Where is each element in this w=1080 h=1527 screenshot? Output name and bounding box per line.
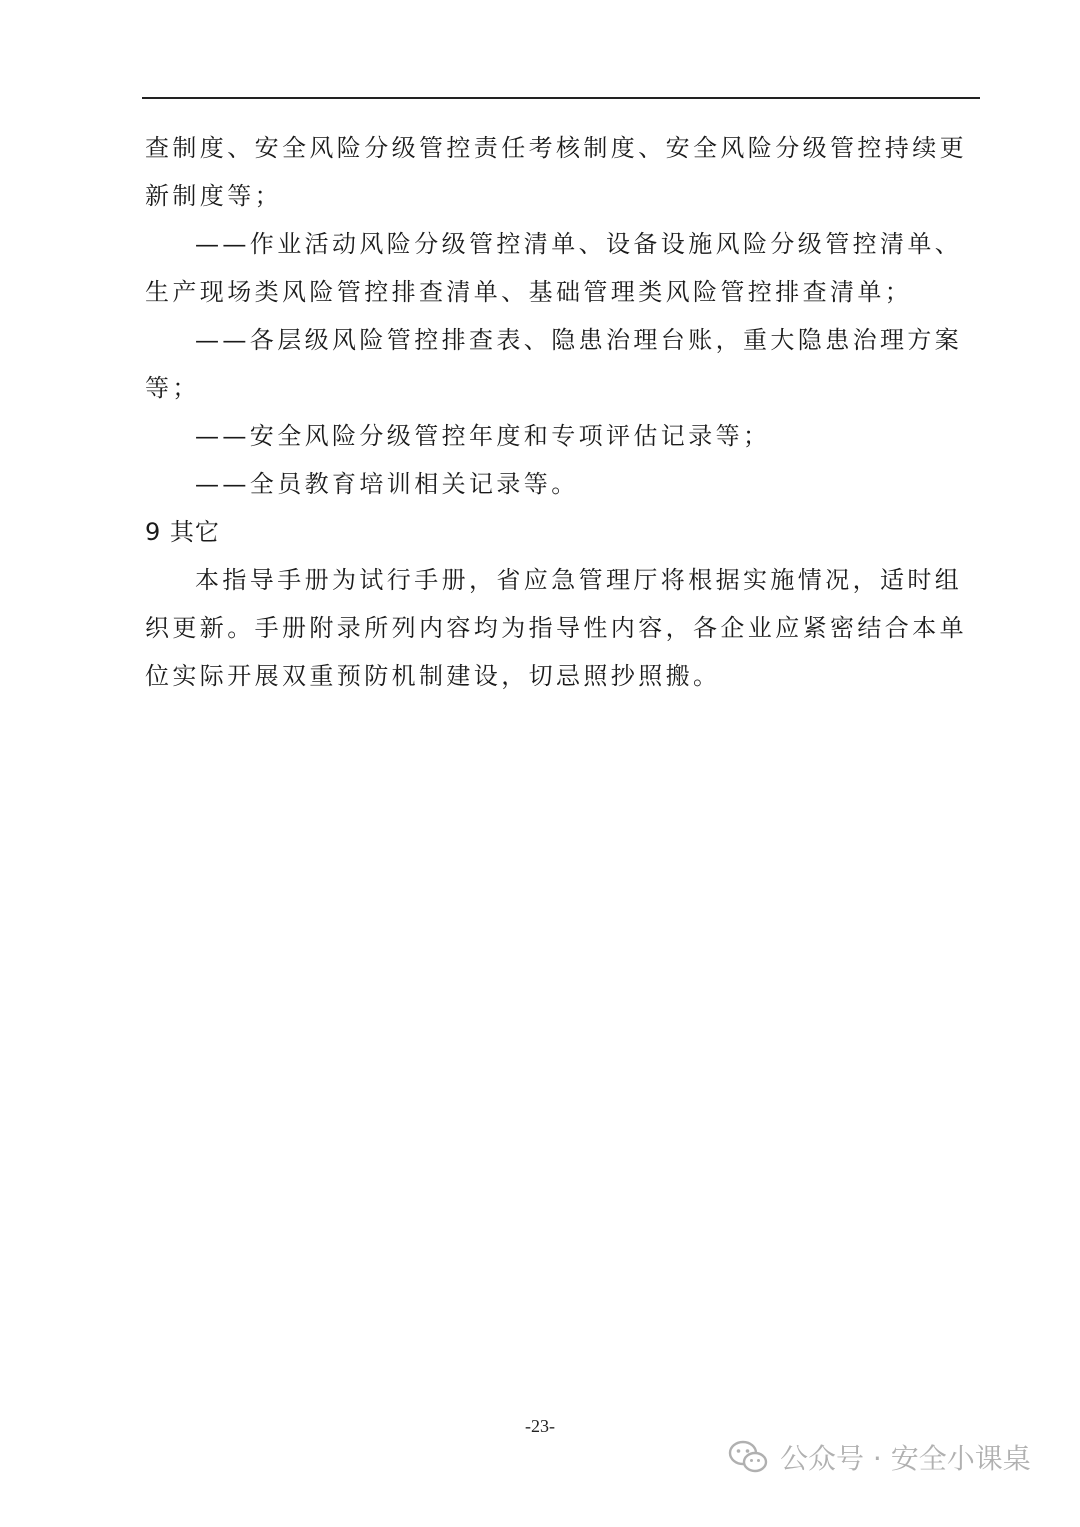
paragraph-5: ——全员教育培训相关记录等。 [195,470,579,498]
document-body [145,124,980,700]
paragraph-2: ——作业活动风险分级管控清单、设备设施风险分级管控清单、生产现场类风险管控排查清单、基础管理类风险管控排查清单； [145,230,963,306]
watermark [728,1432,1031,1482]
paragraph-3: ——各层级风险管控排查表、隐患治理台账，重大隐患治理方案等； [145,326,963,402]
paragraph-4: ——安全风险分级管控年度和专项评估记录等； [195,422,771,450]
header-rule [142,97,980,99]
wechat-icon [728,1440,768,1474]
section-paragraph: 本指导手册为试行手册，省应急管理厅将根据实施情况，适时组织更新。手册附录所列内容均为指导性内容，各企业应紧密结合本单位实际开展双重预防机制建设，切忌照抄照搬。 [145,566,967,690]
page-number: -23- [525,1416,555,1436]
watermark-text: 公众号 · 安全小课桌 [780,1442,1031,1475]
paragraph-1: 查制度、安全风险分级管控责任考核制度、安全风险分级管控持续更新制度等； [145,134,967,210]
section-heading: 9 其它 [145,518,220,546]
